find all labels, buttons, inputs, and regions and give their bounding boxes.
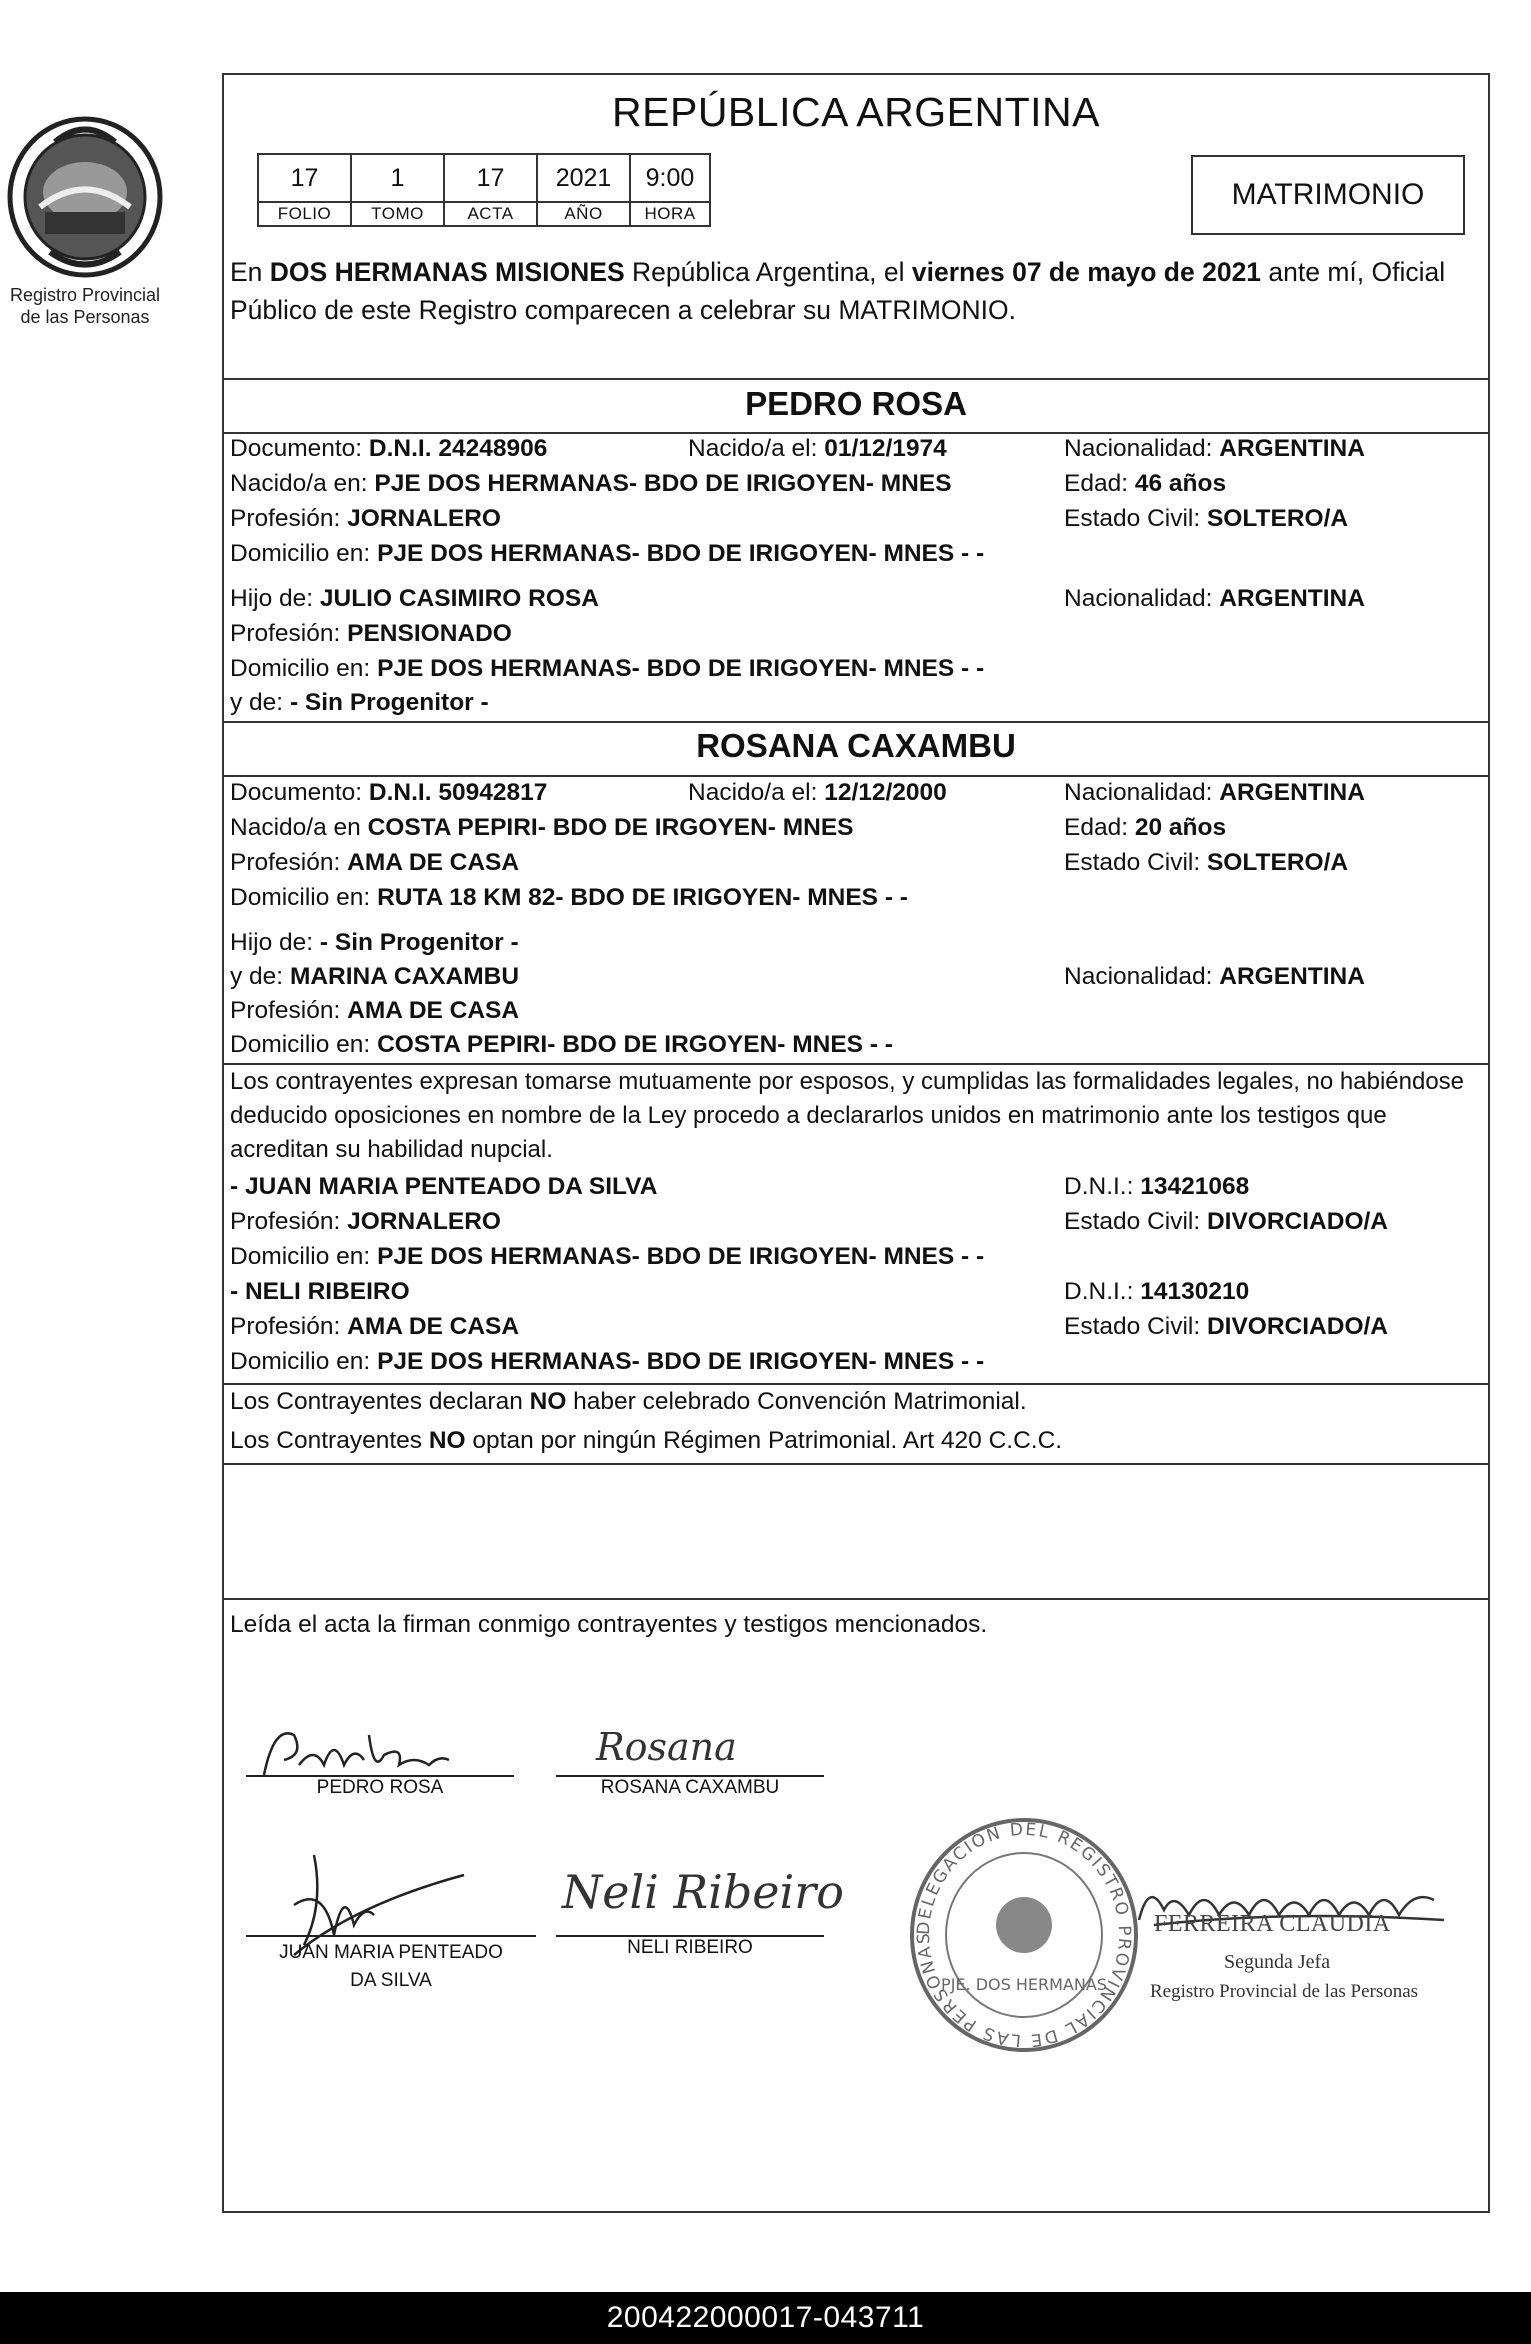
spouse2-birthplace: Nacido/a en COSTA PEPIRI- BDO DE IRGOYEN- MNES <box>230 814 854 841</box>
witness1-name: - JUAN MARIA PENTEADO DA SILVA <box>230 1173 658 1200</box>
signature-name-juan-line2: DA SILVA <box>350 1970 432 1991</box>
regime-statement: Los Contrayentes NO optan por ningún Régimen Patrimonial. Art 420 C.C.C. <box>230 1427 1063 1454</box>
intro-text-3: ante mí, Oficial Público de este Registro comparecen a celebrar su MATRIMONIO. <box>230 257 1446 325</box>
logo-caption-line2: de las Personas <box>20 307 150 327</box>
signature-name-rosana: ROSANA CAXAMBU <box>600 1777 780 1798</box>
spouse1-name: PEDRO ROSA <box>745 385 967 422</box>
witness2-address: Domicilio en: PJE DOS HERMANAS- BDO DE IRIGOYEN- MNES - - <box>230 1348 985 1375</box>
intro-text-1: En <box>230 257 270 287</box>
spouse2-address: Domicilio en: RUTA 18 KM 82- BDO DE IRIGOYEN- MNES - - <box>230 884 908 911</box>
spouse2-nationality: Nacionalidad: ARGENTINA <box>1064 779 1365 806</box>
stamp-ring-text: DELEGACION DEL REGISTRO PROVINCIAL DE LAS PERSONAS <box>913 1819 1135 2051</box>
spouse1-parent1-address: Domicilio en: PJE DOS HERMANAS- BDO DE IRIGOYEN- MNES - - <box>230 655 985 682</box>
spouse2-parent2-profession: Profesión: AMA DE CASA <box>230 997 520 1024</box>
spouse1-address: Domicilio en: PJE DOS HERMANAS- BDO DE IRIGOYEN- MNES - - <box>230 540 985 567</box>
spouse2-civil-status: Estado Civil: SOLTERO/A <box>1064 849 1349 876</box>
witness1-address: Domicilio en: PJE DOS HERMANAS- BDO DE IRIGOYEN- MNES - - <box>230 1243 985 1270</box>
hora-value: 9:00 <box>630 154 710 202</box>
spouse1-birthplace: Nacido/a en: PJE DOS HERMANAS- BDO DE IRIGOYEN- MNES <box>230 470 952 497</box>
acta-label: ACTA <box>444 202 537 226</box>
witness1-profession: Profesión: JORNALERO <box>230 1208 501 1235</box>
stamp-inner-text: PJE. DOS HERMANAS <box>941 1975 1107 1994</box>
divider <box>224 775 1488 777</box>
spouse2-birthdate: Nacido/a el: 12/12/2000 <box>688 779 947 806</box>
spouse2-parent2: y de: MARINA CAXAMBU <box>230 963 520 990</box>
spouse2-profession: Profesión: AMA DE CASA <box>230 849 520 876</box>
certificate-frame <box>222 73 1490 2213</box>
footer-code-bar <box>0 2292 1531 2344</box>
province-logo <box>0 112 180 342</box>
witness2-civil-status: Estado Civil: DIVORCIADO/A <box>1064 1313 1389 1340</box>
document-title: REPÚBLICA ARGENTINA <box>612 89 1100 135</box>
spouse1-document: Documento: D.N.I. 24248906 <box>230 435 548 462</box>
folio-table <box>257 153 711 227</box>
folio-label: FOLIO <box>258 202 351 226</box>
signature-rosana-caxambu: Rosana <box>596 1725 737 1769</box>
divider <box>224 1463 1488 1465</box>
tomo-label: TOMO <box>351 202 444 226</box>
spouse1-nationality: Nacionalidad: ARGENTINA <box>1064 435 1365 462</box>
signature-name-neli: NELI RIBEIRO <box>627 1937 753 1958</box>
spouse1-civil-status: Estado Civil: SOLTERO/A <box>1064 505 1349 532</box>
spouse1-parent1-profession: Profesión: PENSIONADO <box>230 620 512 647</box>
divider <box>224 1598 1488 1600</box>
signature-name-juan-line1: JUAN MARIA PENTEADO <box>279 1942 503 1963</box>
signature-name-juan <box>246 1939 536 1995</box>
logo-caption-line1: Registro Provincial <box>9 285 161 305</box>
province-seal-icon <box>0 112 170 282</box>
divider <box>224 378 1488 380</box>
hora-label: HORA <box>630 202 710 226</box>
witness2-name: - NELI RIBEIRO <box>230 1278 410 1305</box>
tomo-value: 1 <box>351 154 444 202</box>
anio-label: AÑO <box>537 202 630 226</box>
reading-statement: Leída el acta la firman conmigo contrayentes y testigos mencionados. <box>230 1611 988 1638</box>
divider <box>224 721 1488 723</box>
convention-statement: Los Contrayentes declaran NO haber celebrado Convención Matrimonial. <box>230 1388 1027 1415</box>
spouse2-age: Edad: 20 años <box>1064 814 1227 841</box>
anio-value: 2021 <box>537 154 630 202</box>
registry-stamp <box>904 1815 1144 2055</box>
spouse2-name: ROSANA CAXAMBU <box>696 727 1016 764</box>
witness1-civil-status: Estado Civil: DIVORCIADO/A <box>1064 1208 1389 1235</box>
divider <box>224 1383 1488 1385</box>
spouse1-age: Edad: 46 años <box>1064 470 1227 497</box>
intro-date: viernes 07 de mayo de 2021 <box>911 257 1262 287</box>
spouse2-parent2-nationality: Nacionalidad: ARGENTINA <box>1064 963 1365 990</box>
acta-value: 17 <box>444 154 537 202</box>
spouse2-document: Documento: D.N.I. 50942817 <box>230 779 548 806</box>
certificate-type-box: MATRIMONIO <box>1191 155 1465 235</box>
divider <box>224 432 1488 434</box>
intro-text-2: República Argentina, el <box>624 257 912 287</box>
spouse1-parent1-nationality: Nacionalidad: ARGENTINA <box>1064 585 1365 612</box>
official-name: FERREIRA CLAUDIA <box>1154 1911 1391 1937</box>
witness2-profession: Profesión: AMA DE CASA <box>230 1313 520 1340</box>
official-office: Registro Provincial de las Personas <box>1150 1981 1419 2002</box>
spouse1-birthdate: Nacido/a el: 01/12/1974 <box>688 435 947 462</box>
signature-name-pedro: PEDRO ROSA <box>316 1777 444 1798</box>
declaration-paragraph: Los contrayentes expresan tomarse mutuamente por esposos, y cumplidas las formalidades legales, no habiéndose deducido oposiciones en nombre de la Ley procedo a declararlos unidos en matrimonio ante los testigos que acreditan su habilidad nupcial. <box>230 1068 1465 1163</box>
witness2-dni: D.N.I.: 14130210 <box>1064 1278 1250 1305</box>
spouse1-profession: Profesión: JORNALERO <box>230 505 501 532</box>
folio-value: 17 <box>258 154 351 202</box>
spouse1-parent1: Hijo de: JULIO CASIMIRO ROSA <box>230 585 599 612</box>
witness1-dni: D.N.I.: 13421068 <box>1064 1173 1250 1200</box>
footer-code: 200422000017-043711 <box>606 2301 925 2334</box>
signature-neli-ribeiro: Neli Ribeiro <box>562 1865 844 1919</box>
spouse2-parent2-address: Domicilio en: COSTA PEPIRI- BDO DE IRGOYEN- MNES - - <box>230 1031 893 1058</box>
spouse1-parent2: y de: - Sin Progenitor - <box>230 689 489 716</box>
intro-paragraph <box>230 253 1488 329</box>
intro-place: DOS HERMANAS MISIONES <box>269 257 625 287</box>
spouse2-parent1: Hijo de: - Sin Progenitor - <box>230 929 519 956</box>
signature-line <box>246 1935 536 1937</box>
official-role: Segunda Jefa <box>1224 1951 1331 1973</box>
